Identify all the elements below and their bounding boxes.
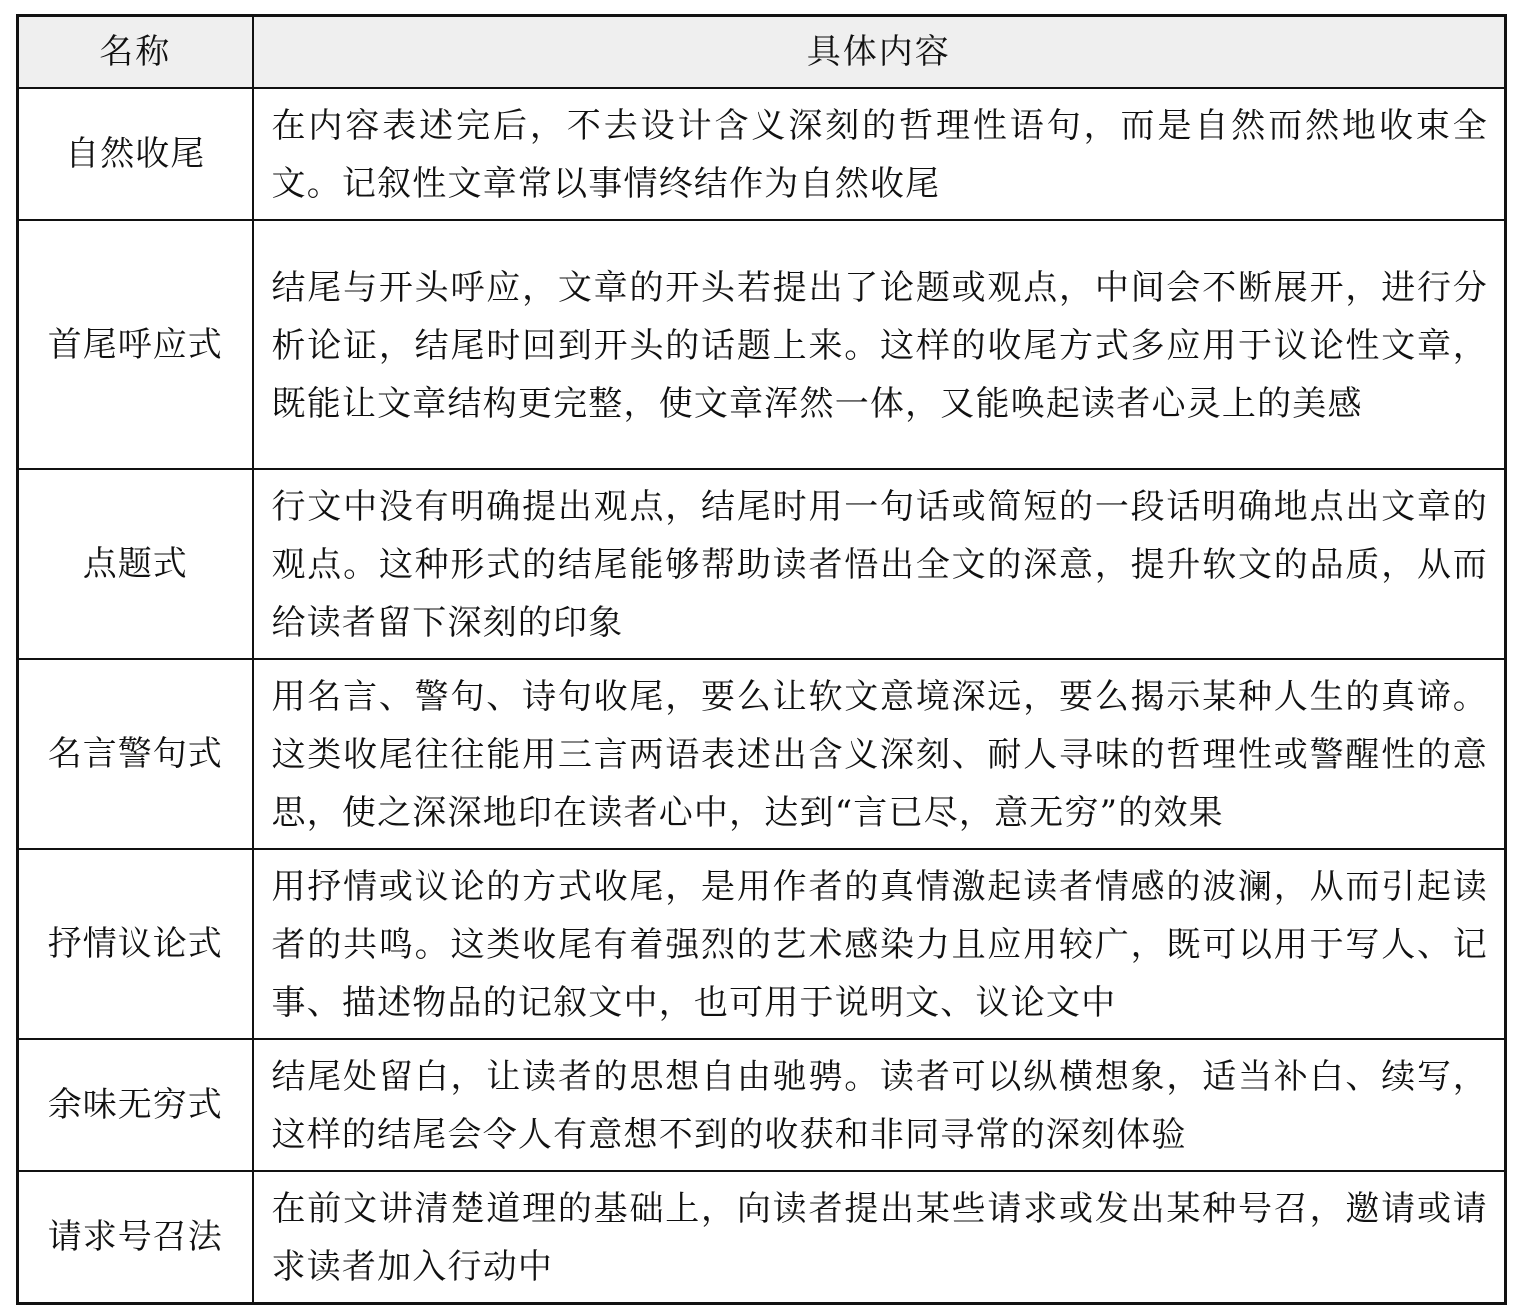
row-name: 首尾呼应式 xyxy=(18,220,253,469)
row-content: 在前文讲清楚道理的基础上，向读者提出某些请求或发出某种号召，邀请或请求读者加入行动中 xyxy=(253,1171,1506,1304)
endings-table xyxy=(16,14,1507,1305)
row-content: 用名言、警句、诗句收尾，要么让软文意境深远，要么揭示某种人生的真谛。这类收尾往往能用三言两语表述出含义深刻、耐人寻味的哲理性或警醒性的意思，使之深深地印在读者心中，达到“言已尽，意无穷”的效果 xyxy=(253,659,1506,849)
header-name: 名称 xyxy=(18,16,253,89)
row-content: 行文中没有明确提出观点，结尾时用一句话或简短的一段话明确地点出文章的观点。这种形式的结尾能够帮助读者悟出全文的深意，提升软文的品质，从而给读者留下深刻的印象 xyxy=(253,469,1506,659)
row-name: 自然收尾 xyxy=(18,88,253,220)
row-name: 点题式 xyxy=(18,469,253,659)
table-row xyxy=(18,220,1506,469)
table-row xyxy=(18,1039,1506,1171)
row-name: 名言警句式 xyxy=(18,659,253,849)
table-row xyxy=(18,1171,1506,1304)
table-row xyxy=(18,88,1506,220)
table-row xyxy=(18,849,1506,1039)
row-name: 抒情议论式 xyxy=(18,849,253,1039)
table-row xyxy=(18,659,1506,849)
header-row xyxy=(18,16,1506,89)
row-content: 在内容表述完后，不去设计含义深刻的哲理性语句，而是自然而然地收束全文。记叙性文章常以事情终结作为自然收尾 xyxy=(253,88,1506,220)
row-content: 用抒情或议论的方式收尾，是用作者的真情激起读者情感的波澜，从而引起读者的共鸣。这类收尾有着强烈的艺术感染力且应用较广，既可以用于写人、记事、描述物品的记叙文中，也可用于说明文、议论文中 xyxy=(253,849,1506,1039)
row-content: 结尾处留白，让读者的思想自由驰骋。读者可以纵横想象，适当补白、续写，这样的结尾会令人有意想不到的收获和非同寻常的深刻体验 xyxy=(253,1039,1506,1171)
header-content: 具体内容 xyxy=(253,16,1506,89)
row-content: 结尾与开头呼应，文章的开头若提出了论题或观点，中间会不断展开，进行分析论证，结尾时回到开头的话题上来。这样的收尾方式多应用于议论性文章，既能让文章结构更完整，使文章浑然一体，又能唤起读者心灵上的美感 xyxy=(253,220,1506,469)
row-name: 请求号召法 xyxy=(18,1171,253,1304)
row-name: 余味无穷式 xyxy=(18,1039,253,1171)
table-row xyxy=(18,469,1506,659)
